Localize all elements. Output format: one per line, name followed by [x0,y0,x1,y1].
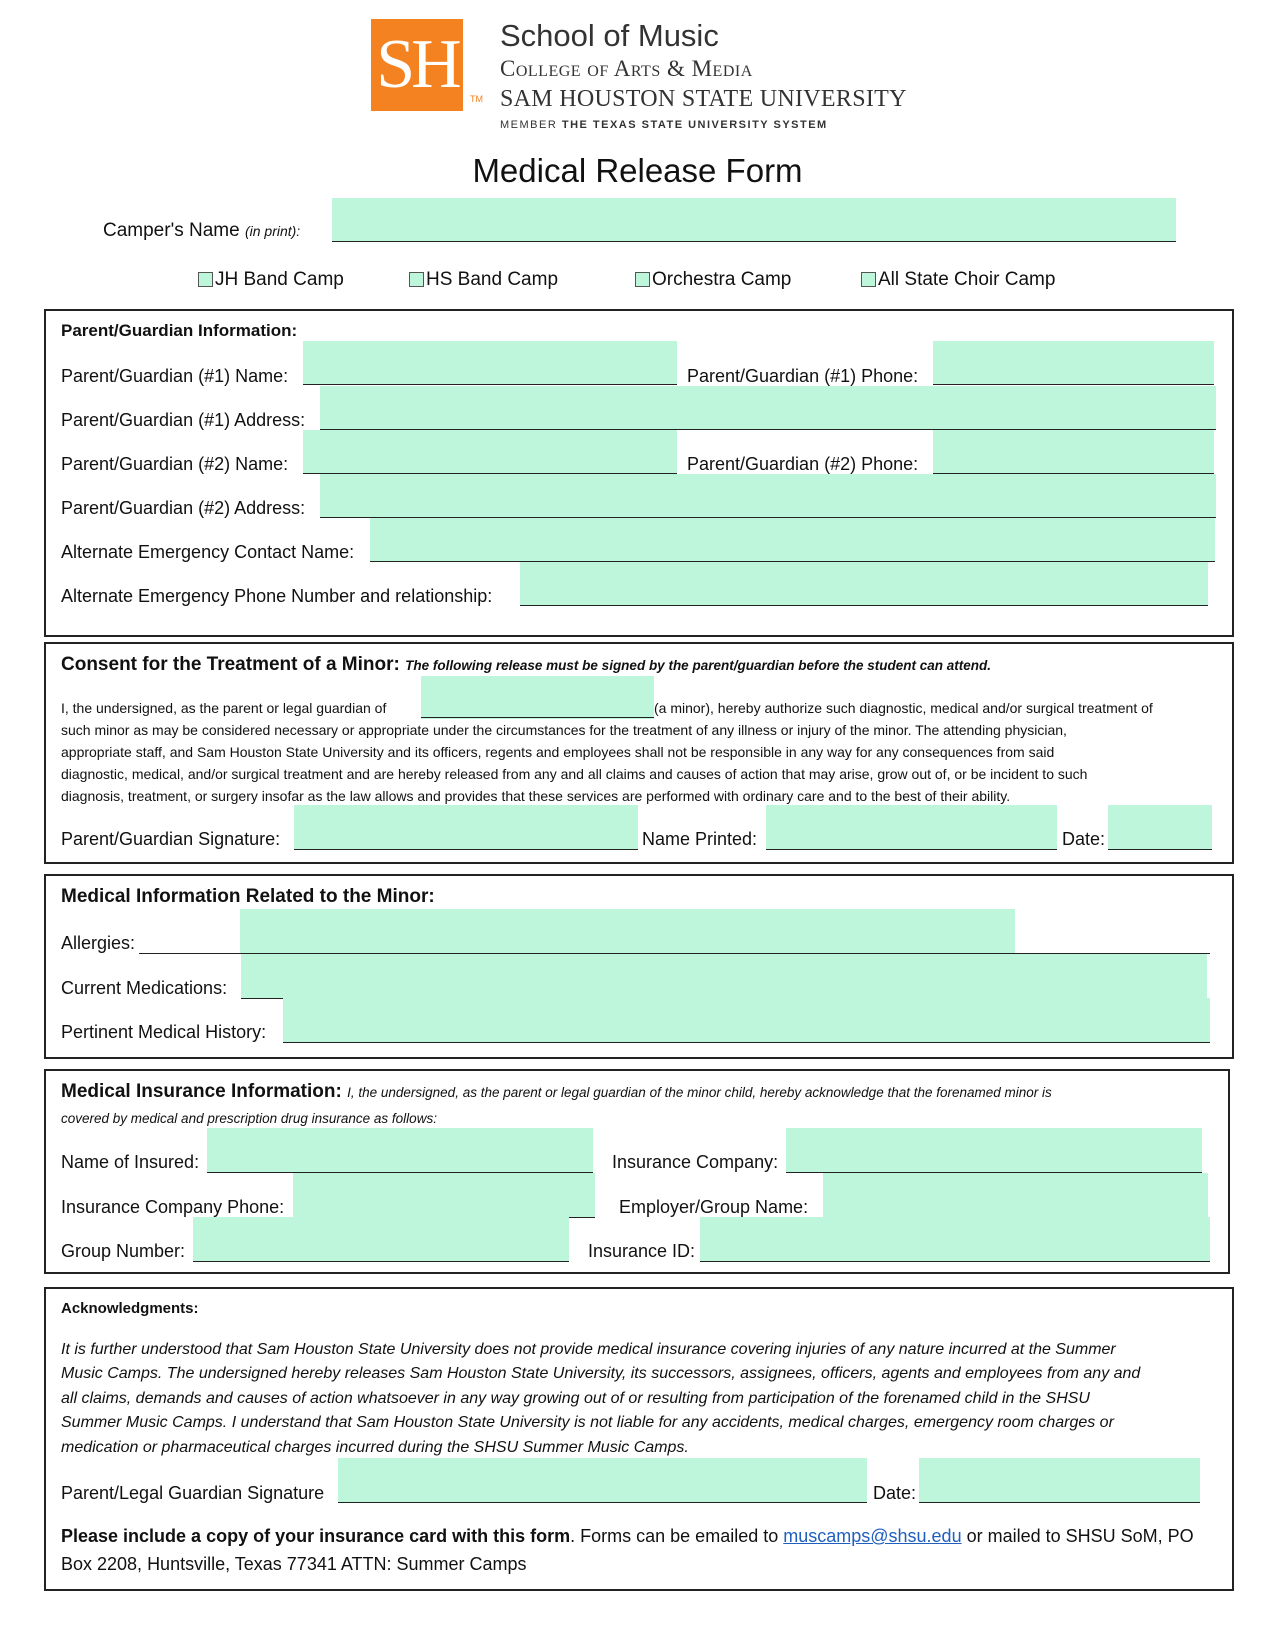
ack-date-field[interactable] [919,1458,1200,1502]
p1-name-label: Parent/Guardian (#1) Name: [61,366,289,386]
hs-band-label: HS Band Camp [426,269,559,290]
medications-field[interactable] [241,954,1207,998]
p1-address-field[interactable] [320,386,1216,429]
history-label: Pertinent Medical History: [61,1022,267,1042]
camper-name-line [332,241,1176,242]
medical-title: Medical Information Related to the Minor: [61,886,435,907]
header-college: College of Arts & Media [500,56,753,81]
consent-line-2: such minor as may be considered necessary or appropriate under the circumstances for the treatment of any illness or injury of the minor. The attending physician, [61,722,1067,738]
p2-phone-field[interactable] [933,430,1214,473]
medications-label: Current Medications: [61,978,228,998]
name-printed-field[interactable] [766,805,1057,849]
company-phone-field[interactable] [293,1173,595,1217]
group-number-label: Group Number: [61,1241,186,1261]
consent-date-field[interactable] [1108,805,1212,849]
p2-phone-label: Parent/Guardian (#2) Phone: [687,454,919,474]
ack-title: Acknowledgments: [61,1300,199,1317]
jh-band-checkbox[interactable] [198,272,213,287]
p2-name-label: Parent/Guardian (#2) Name: [61,454,289,474]
choir-label: All State Choir Camp [878,269,1056,290]
name-printed-label: Name Printed: [642,829,758,849]
form-title: Medical Release Form [472,152,803,189]
camper-name-field[interactable] [332,198,1176,241]
history-field[interactable] [283,998,1210,1042]
insurance-id-label: Insurance ID: [588,1241,696,1261]
ack-line-5: medication or pharmaceutical charges incurred during the SHSU Summer Music Camps. [61,1439,689,1456]
minor-name-field[interactable] [421,676,654,719]
ack-line-4: Summer Music Camps. I understand that Sam Houston State University is not liable for any accidents, medical charges, emergency room charges or [61,1414,1114,1431]
insurance-title: Medical Insurance Information: I, the undersigned, as the parent or legal guardian of the minor child, hereby acknowledge that the forenamed minor is [61,1081,1052,1102]
camper-name-label: Camper's Name (in print): [103,220,301,241]
choir-checkbox[interactable] [861,272,876,287]
insurance-intro: covered by medical and prescription drug insurance as follows: [61,1111,437,1126]
p2-name-field[interactable] [303,430,677,473]
group-number-field[interactable] [193,1217,569,1261]
trademark-mark: TM [470,94,483,104]
alt-contact-label: Alternate Emergency Contact Name: [61,542,355,562]
insured-name-label: Name of Insured: [61,1152,200,1172]
header-university: SAM HOUSTON STATE UNIVERSITY [500,86,907,112]
allergies-label: Allergies: [61,933,136,953]
consent-line-4: diagnostic, medical, and/or surgical treatment and are hereby released from any and all claims and causes of action that may arise, grow out of, or be incident to such [61,766,1088,782]
employer-field[interactable] [823,1173,1208,1217]
shsu-logo-text: SH [376,26,458,103]
header-school: School of Music [500,18,719,53]
p1-name-field[interactable] [303,341,677,384]
alt-phone-label: Alternate Emergency Phone Number and relationship: [61,586,493,606]
ack-line-3: all claims, demands and causes of action whatsoever in any way growing out of or resulting from participation of the forenamed child in the SHSU [61,1390,1090,1407]
consent-line-5: diagnosis, treatment, or surgery insofar as the law allows and provides that these services are performed with ordinary care and to the best of their ability. [61,788,1011,804]
consent-line-1: I, the undersigned, as the parent or legal guardian of [61,700,387,716]
ack-signature-label: Parent/Legal Guardian Signature [61,1483,325,1503]
p2-address-label: Parent/Guardian (#2) Address: [61,498,306,518]
consent-line-1b: (a minor), hereby authorize such diagnostic, medical and/or surgical treatment of [654,700,1153,716]
ack-line-1: It is further understood that Sam Houston State University does not provide medical insurance covering injuries of any nature incurred at the Summer [61,1341,1116,1358]
consent-line-3: appropriate staff, and Sam Houston State University and its officers, regents and employees shall not be responsible in any way for any consequences from said [61,744,1055,760]
company-phone-label: Insurance Company Phone: [61,1197,285,1217]
p1-phone-field[interactable] [933,341,1214,384]
insurance-id-field[interactable] [700,1217,1210,1261]
consent-title: Consent for the Treatment of a Minor: The following release must be signed by the parent/guardian before the student can attend. [61,654,991,675]
consent-signature-label: Parent/Guardian Signature: [61,829,281,849]
alt-contact-field[interactable] [370,518,1215,561]
orchestra-label: Orchestra Camp [652,269,792,290]
ack-date-label: Date: [873,1483,917,1503]
consent-date-label: Date: [1062,829,1106,849]
ack-signature-field[interactable] [338,1458,867,1502]
consent-signature-field[interactable] [294,805,638,849]
p2-address-field[interactable] [320,474,1216,517]
ack-footer: Please include a copy of your insurance card with this form. Forms can be emailed to muscamps@shsu.edu or mailed to SHSU SoM, PO [61,1526,1194,1546]
header-system: MEMBER THE TEXAS STATE UNIVERSITY SYSTEM [500,119,828,131]
email-link[interactable]: muscamps@shsu.edu [783,1526,962,1546]
jh-band-label: JH Band Camp [215,269,344,290]
p1-address-label: Parent/Guardian (#1) Address: [61,410,306,430]
hs-band-checkbox[interactable] [409,272,424,287]
employer-label: Employer/Group Name: [619,1197,809,1217]
company-field[interactable] [786,1128,1202,1172]
ack-footer-address: Box 2208, Huntsville, Texas 77341 ATTN: Summer Camps [61,1554,527,1574]
ack-line-2: Music Camps. The undersigned hereby releases Sam Houston State University, its successors, assignees, officers, agents and employees from any and [61,1365,1141,1382]
alt-phone-field[interactable] [520,562,1208,605]
parent-section-title: Parent/Guardian Information: [61,321,298,340]
company-label: Insurance Company: [612,1152,779,1172]
p1-phone-label: Parent/Guardian (#1) Phone: [687,366,919,386]
insured-name-field[interactable] [207,1128,593,1172]
orchestra-checkbox[interactable] [635,272,650,287]
allergies-field[interactable] [240,909,1015,953]
